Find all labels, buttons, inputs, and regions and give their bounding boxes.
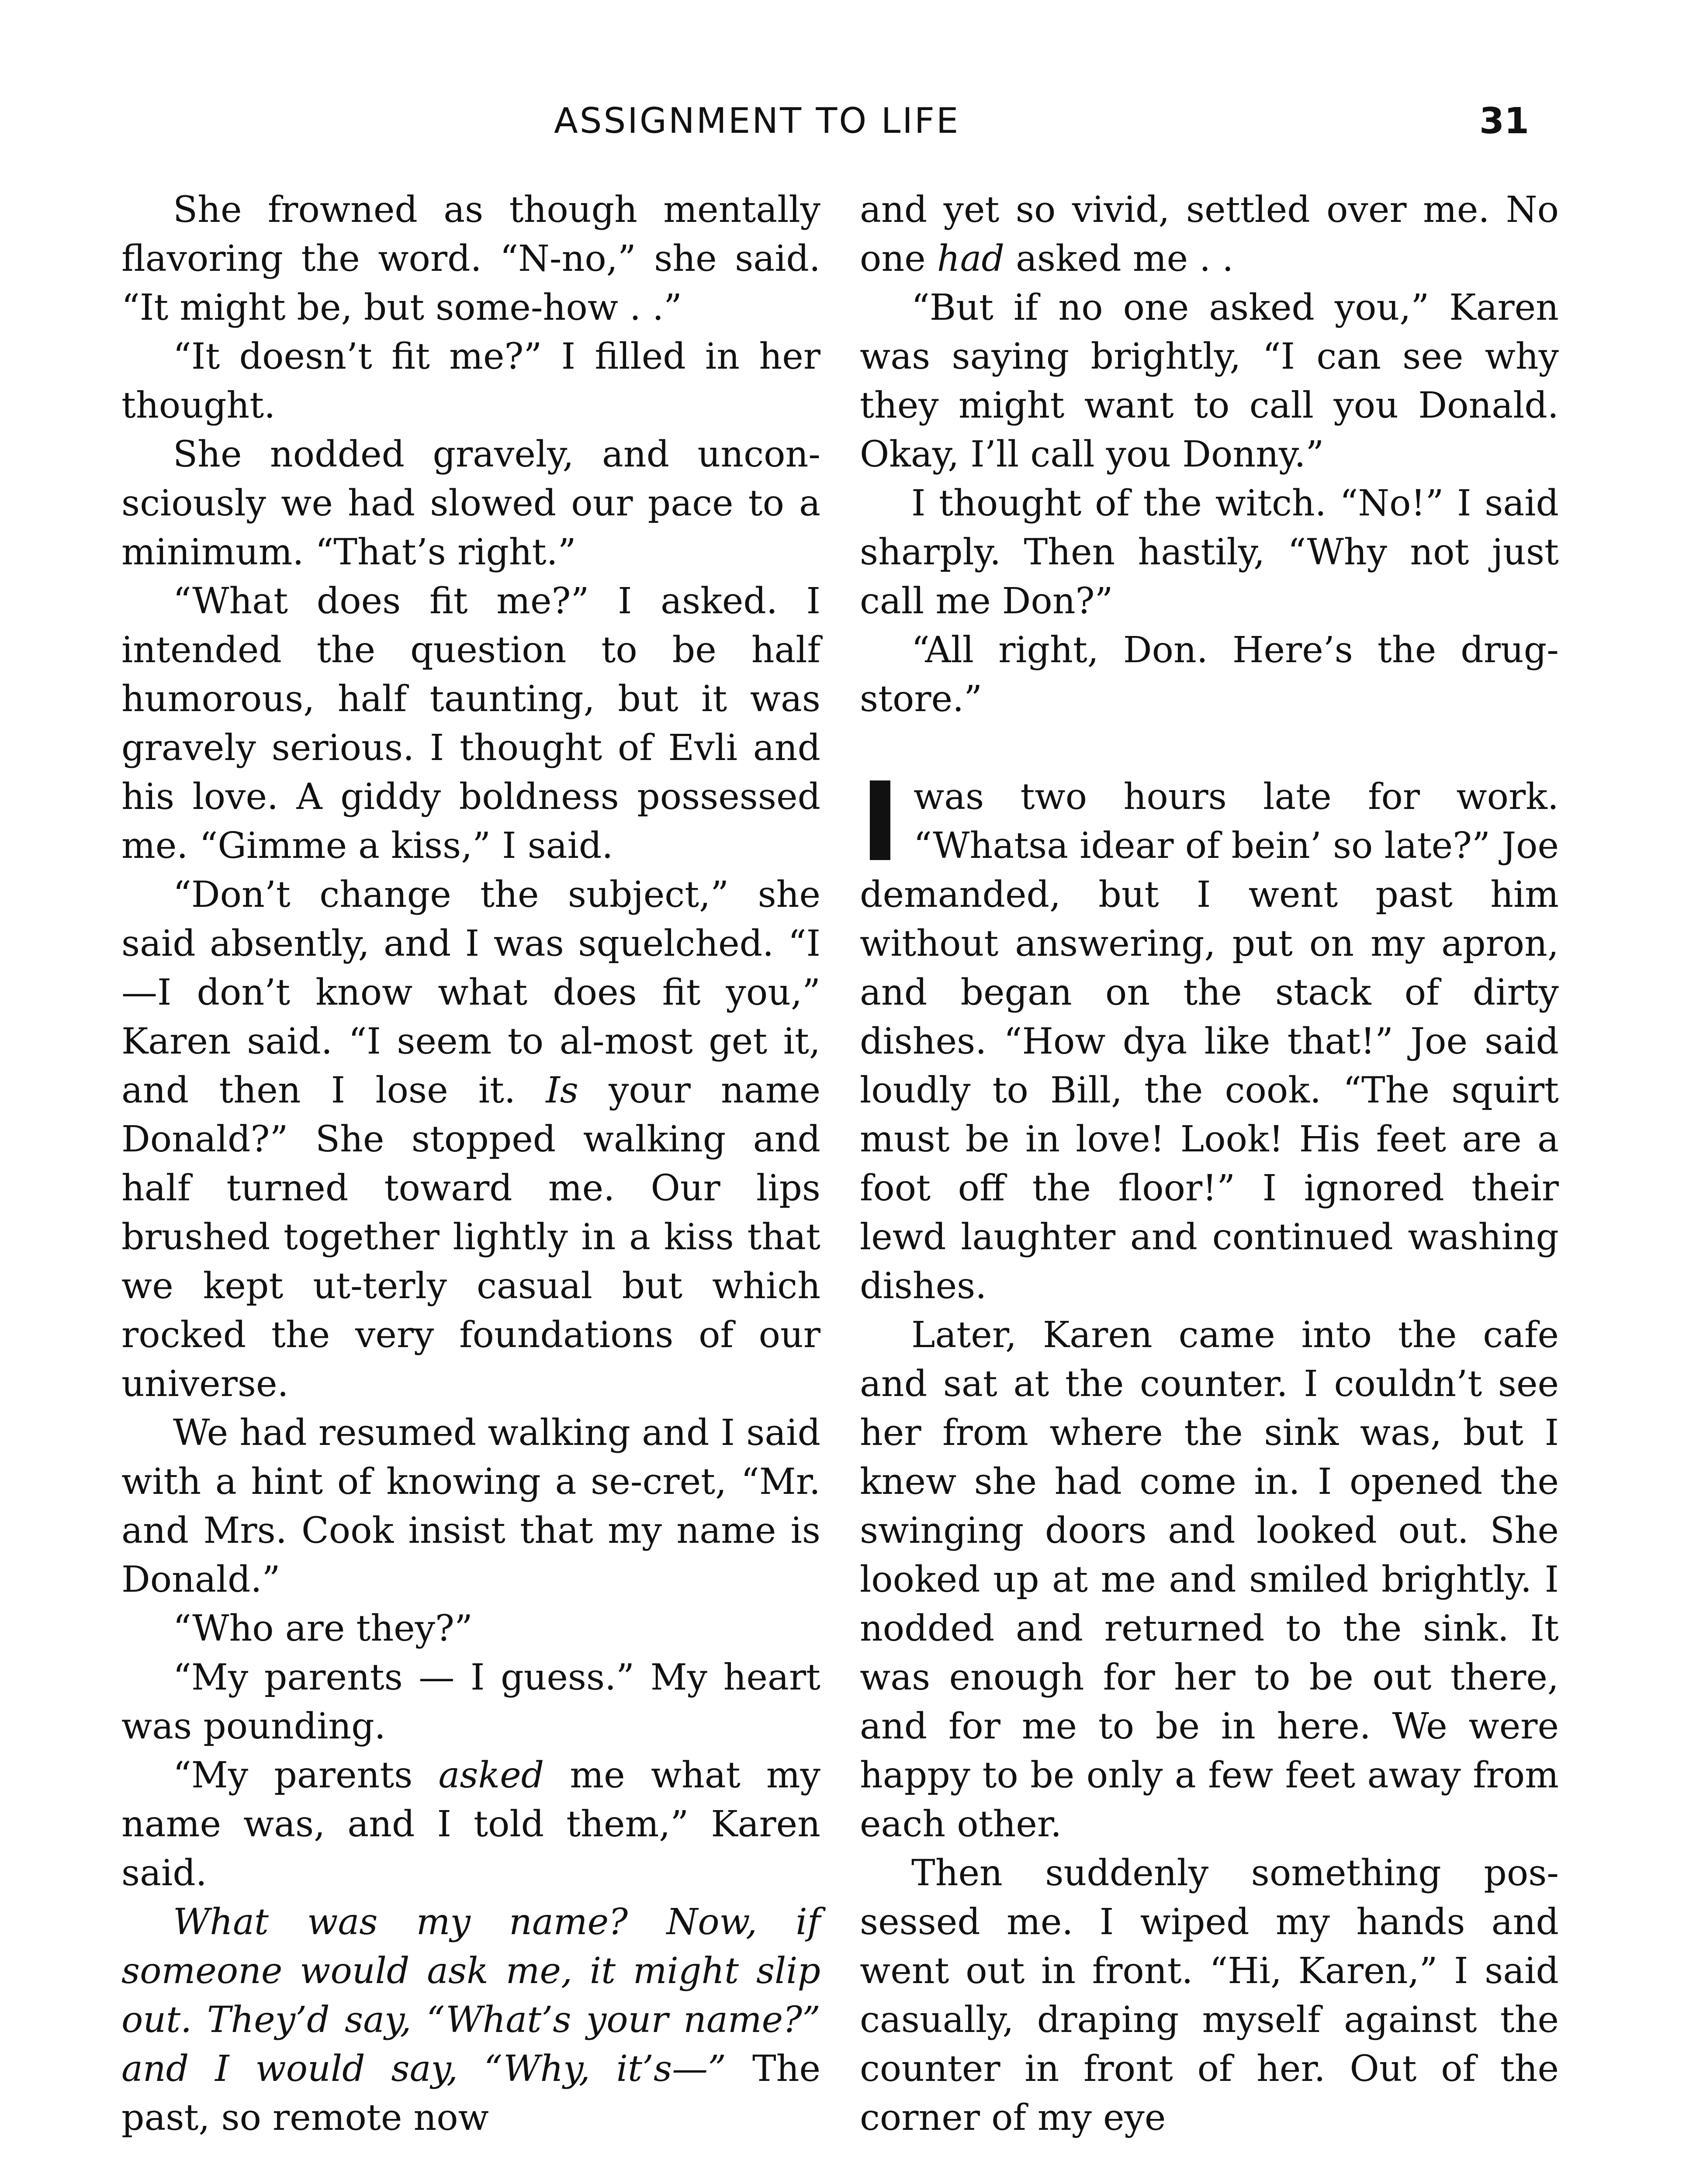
text-run: “Don’t change the subject,” she said absently, and I was squelched. “I—I don’t know what does fit you,” Karen said. “I seem to al-most get it, and then I lose it.	[121, 874, 820, 1111]
section-break	[860, 724, 1559, 773]
paragraph	[121, 1751, 820, 1898]
emphasis: asked	[438, 1755, 544, 1796]
text-run: and yet so vivid, settled over me. No one	[860, 189, 1559, 280]
paragraph: Later, Karen came into the cafe and sat at the counter. I couldn’t see her from where the sink was, but I knew she had come in. I opened the swinging doors and looked out. She looked up at me and smiled brightly. I nodded and returned to the sink. It was enough for her to be out there, and for me to be in here. We were happy to be only a few feet away from each other.	[860, 1314, 1559, 1845]
paragraph: “But if no one asked you,” Karen was saying brightly, “I can see why they might want to call you Donald. Okay, I’ll call you Donny.”	[860, 287, 1559, 475]
paragraph: “My parents — I guess.” My heart was pounding.	[121, 1657, 820, 1747]
text-run: asked me . .	[1004, 238, 1234, 280]
page-header	[0, 100, 1696, 149]
paragraph	[860, 186, 1559, 283]
text-run: your name Donald?” She stopped walking and half turned toward me. Our lips brushed together lightly in a kiss that we kept ut-terly casual but which rocked the very foundations of our universe.	[121, 1070, 820, 1405]
drop-cap: I	[860, 759, 901, 886]
paragraph: We had resumed walking and I said with a hint of knowing a se-cret, “Mr. and Mrs. Cook insist that my name is Donald.”	[121, 1412, 820, 1600]
paragraph: “Who are they?”	[173, 1608, 473, 1649]
text-run: “My parents	[173, 1755, 413, 1796]
paragraph	[121, 871, 820, 1409]
right-column	[860, 186, 1559, 2143]
text-run: was two hours late for work. “Whatsa idear of bein’ so late?” Joe demanded, but I went past him without answering, put on my apron, and began on the stack of dirty dishes. “How dya like that!” Joe said loudly to Bill, the cook. “The squirt must be in love! Look! His feet are a foot off the floor!” I ignored their lewd laughter and continued washing dishes.	[860, 776, 1559, 1307]
paragraph: “It doesn’t fit me?” I filled in her thought.	[121, 336, 820, 426]
paragraph: Then suddenly something pos-sessed me. I wiped my hands and went out in front. “Hi, Karen,” I said casually, draping myself against the counter in front of her. Out of the corner of my eye	[860, 1852, 1559, 2139]
paragraph	[860, 759, 1559, 1311]
paragraph: She nodded gravely, and uncon-sciously we had slowed our pace to a minimum. “That’s right.”	[121, 434, 820, 573]
paragraph	[121, 1898, 820, 2143]
paragraph: “All right, Don. Here’s the drug-store.”	[860, 629, 1559, 720]
text-run: me what my name was, and I told them,” Karen said.	[121, 1755, 820, 1894]
running-title: ASSIGNMENT TO LIFE	[554, 100, 960, 141]
paragraph: “What does fit me?” I asked. I intended the question to be half humorous, half taunting, but it was gravely serious. I thought of Evli and his love. A giddy boldness possessed me. “Gimme a kiss,” I said.	[121, 581, 820, 867]
paragraph: She frowned as though mentally flavoring the word. “N-no,” she said. “It might be, but some-how . .”	[121, 189, 820, 328]
left-column	[121, 186, 820, 2143]
page-number: 31	[1479, 100, 1530, 142]
paragraph: I thought of the witch. “No!” I said sharply. Then hastily, “Why not just call me Don?”	[860, 483, 1559, 622]
italic-thought: What was my name? Now, if someone would ask me, it might slip out. They’d say, “What’s your name?” and I would say, “Why, it’s—”	[121, 1901, 820, 2090]
emphasis: Is	[546, 1070, 578, 1111]
emphasis: had	[937, 238, 1004, 280]
text-run: The past, so remote now	[121, 2048, 820, 2139]
